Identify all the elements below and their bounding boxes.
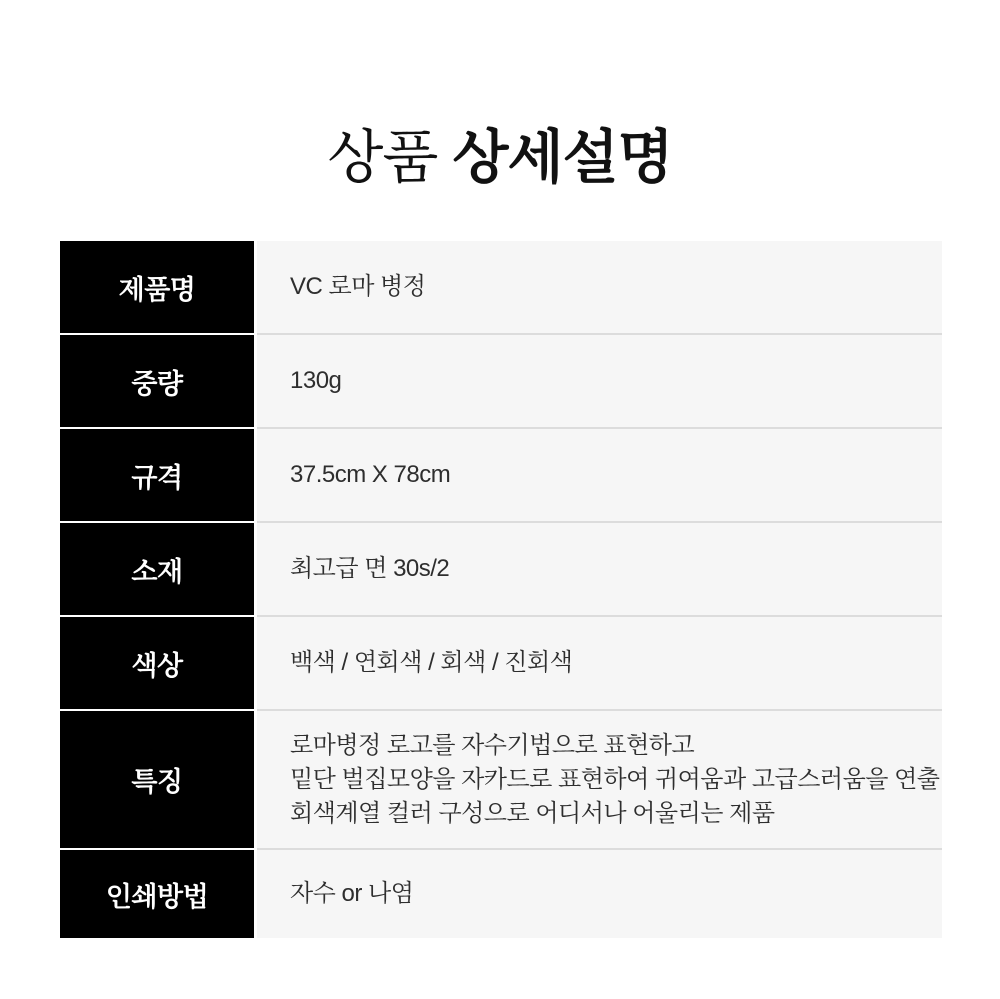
row-label-size: 규격: [60, 429, 254, 523]
row-value-text: 37.5cm X 78cm: [290, 461, 451, 489]
row-value-features: [257, 711, 942, 850]
table-row-product-name: [60, 241, 942, 335]
table-row-print-method: [60, 850, 942, 938]
row-label-color: 색상: [60, 617, 254, 711]
row-label-features: 특징: [60, 711, 254, 850]
row-value-text: 130g: [290, 367, 342, 395]
row-value-product-name: [257, 241, 942, 335]
page-title: [0, 39, 1000, 195]
product-spec-table: [60, 241, 942, 938]
row-value-color: [257, 617, 942, 711]
row-value-weight: [257, 335, 942, 429]
row-value-text-line2: 밑단 벌집모양을 자카드로 표현하여 귀여움과 고급스러움을 연출: [290, 765, 940, 793]
page-title-emphasis: 상세설명: [452, 124, 673, 190]
row-value-text-line3: 회색계열 컬러 구성으로 어디서나 어울리는 제품: [290, 799, 775, 827]
row-value-text: 백색 / 연회색 / 회색 / 진회색: [290, 649, 573, 677]
row-value-print-method: [257, 850, 942, 938]
table-row-material: [60, 523, 942, 617]
page-title-prefix: 상품: [327, 124, 438, 190]
product-detail-page: [0, 39, 1000, 999]
row-value-text: 자수 or 나염: [290, 880, 414, 908]
row-value-text: 최고급 면 30s/2: [290, 555, 450, 583]
row-value-text-line1: 로마병정 로고를 자수기법으로 표현하고: [290, 731, 695, 759]
table-row-size: [60, 429, 942, 523]
table-row-features: [60, 711, 942, 850]
row-value-material: [257, 523, 942, 617]
row-label-weight: 중량: [60, 335, 254, 429]
row-label-product-name: 제품명: [60, 241, 254, 335]
row-value-size: [257, 429, 942, 523]
row-label-print-method: 인쇄방법: [60, 850, 254, 938]
table-row-weight: [60, 335, 942, 429]
row-label-material: 소재: [60, 523, 254, 617]
table-row-color: [60, 617, 942, 711]
row-value-text: VC 로마 병정: [290, 273, 426, 301]
